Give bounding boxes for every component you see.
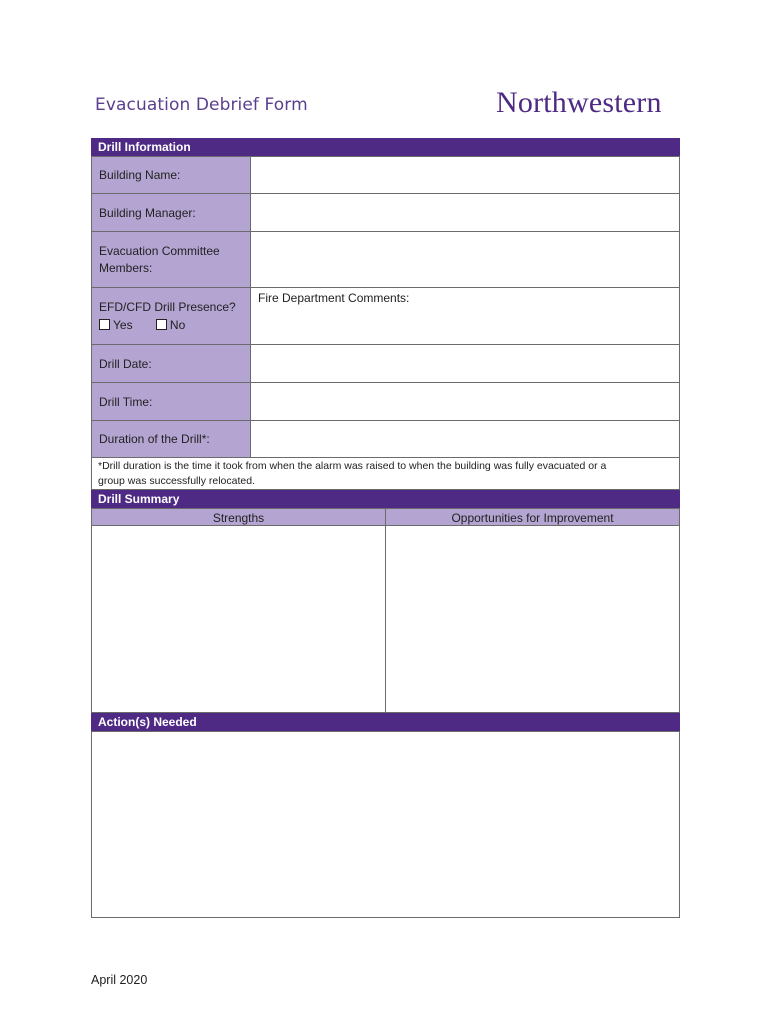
improvement-field[interactable] [385,525,680,713]
building-manager-row [92,194,680,232]
duration-footnote [91,457,680,490]
no-label: No [169,318,186,332]
drill-information-heading: Drill Information [91,138,680,156]
efd-label-cell [92,288,251,345]
efd-options [99,316,243,334]
drill-date-field[interactable] [251,345,680,383]
building-name-field[interactable] [251,157,680,194]
drill-time-row [92,383,680,421]
no-checkbox[interactable] [156,319,167,330]
building-manager-label: Building Manager: [92,194,251,232]
footer-date: April 2020 [91,973,148,987]
drill-date-row [92,345,680,383]
duration-label: Duration of the Drill*: [92,421,251,458]
northwestern-logo: Northwestern [496,86,662,119]
improvement-header: Opportunities for Improvement [385,508,680,526]
drill-time-field[interactable] [251,383,680,421]
actions-needed-heading: Action(s) Needed [91,713,680,731]
yes-checkbox[interactable] [99,319,110,330]
drill-time-label: Drill Time: [92,383,251,421]
strengths-field[interactable] [91,525,386,713]
duration-field[interactable] [251,421,680,458]
yes-option[interactable] [99,318,133,332]
efd-label: EFD/CFD Drill Presence? [99,300,236,314]
drill-summary-heading: Drill Summary [91,490,680,508]
building-manager-field[interactable] [251,194,680,232]
fire-department-comments-field[interactable] [251,288,680,345]
efd-row [92,288,680,345]
yes-label: Yes [113,318,133,332]
committee-members-field[interactable] [251,232,680,288]
committee-row [92,232,680,288]
no-option[interactable] [156,318,185,332]
form-title: Evacuation Debrief Form [95,95,308,115]
strengths-header: Strengths [91,508,386,526]
committee-label-line1: Evacuation Committee [99,243,220,258]
fire-department-comments-label: Fire Department Comments: [258,291,410,305]
footnote-line2: group was successfully relocated. [98,475,255,487]
committee-label [92,232,251,288]
drill-date-label: Drill Date: [92,345,251,383]
drill-information-table [91,156,680,458]
actions-needed-field[interactable] [91,731,680,918]
duration-row [92,421,680,458]
footnote-line1: *Drill duration is the time it took from when the alarm was raised to when the building was fully evacuated or a [98,460,607,472]
building-name-row [92,157,680,194]
committee-label-line2: Members: [99,260,153,275]
building-name-label: Building Name: [92,157,251,194]
